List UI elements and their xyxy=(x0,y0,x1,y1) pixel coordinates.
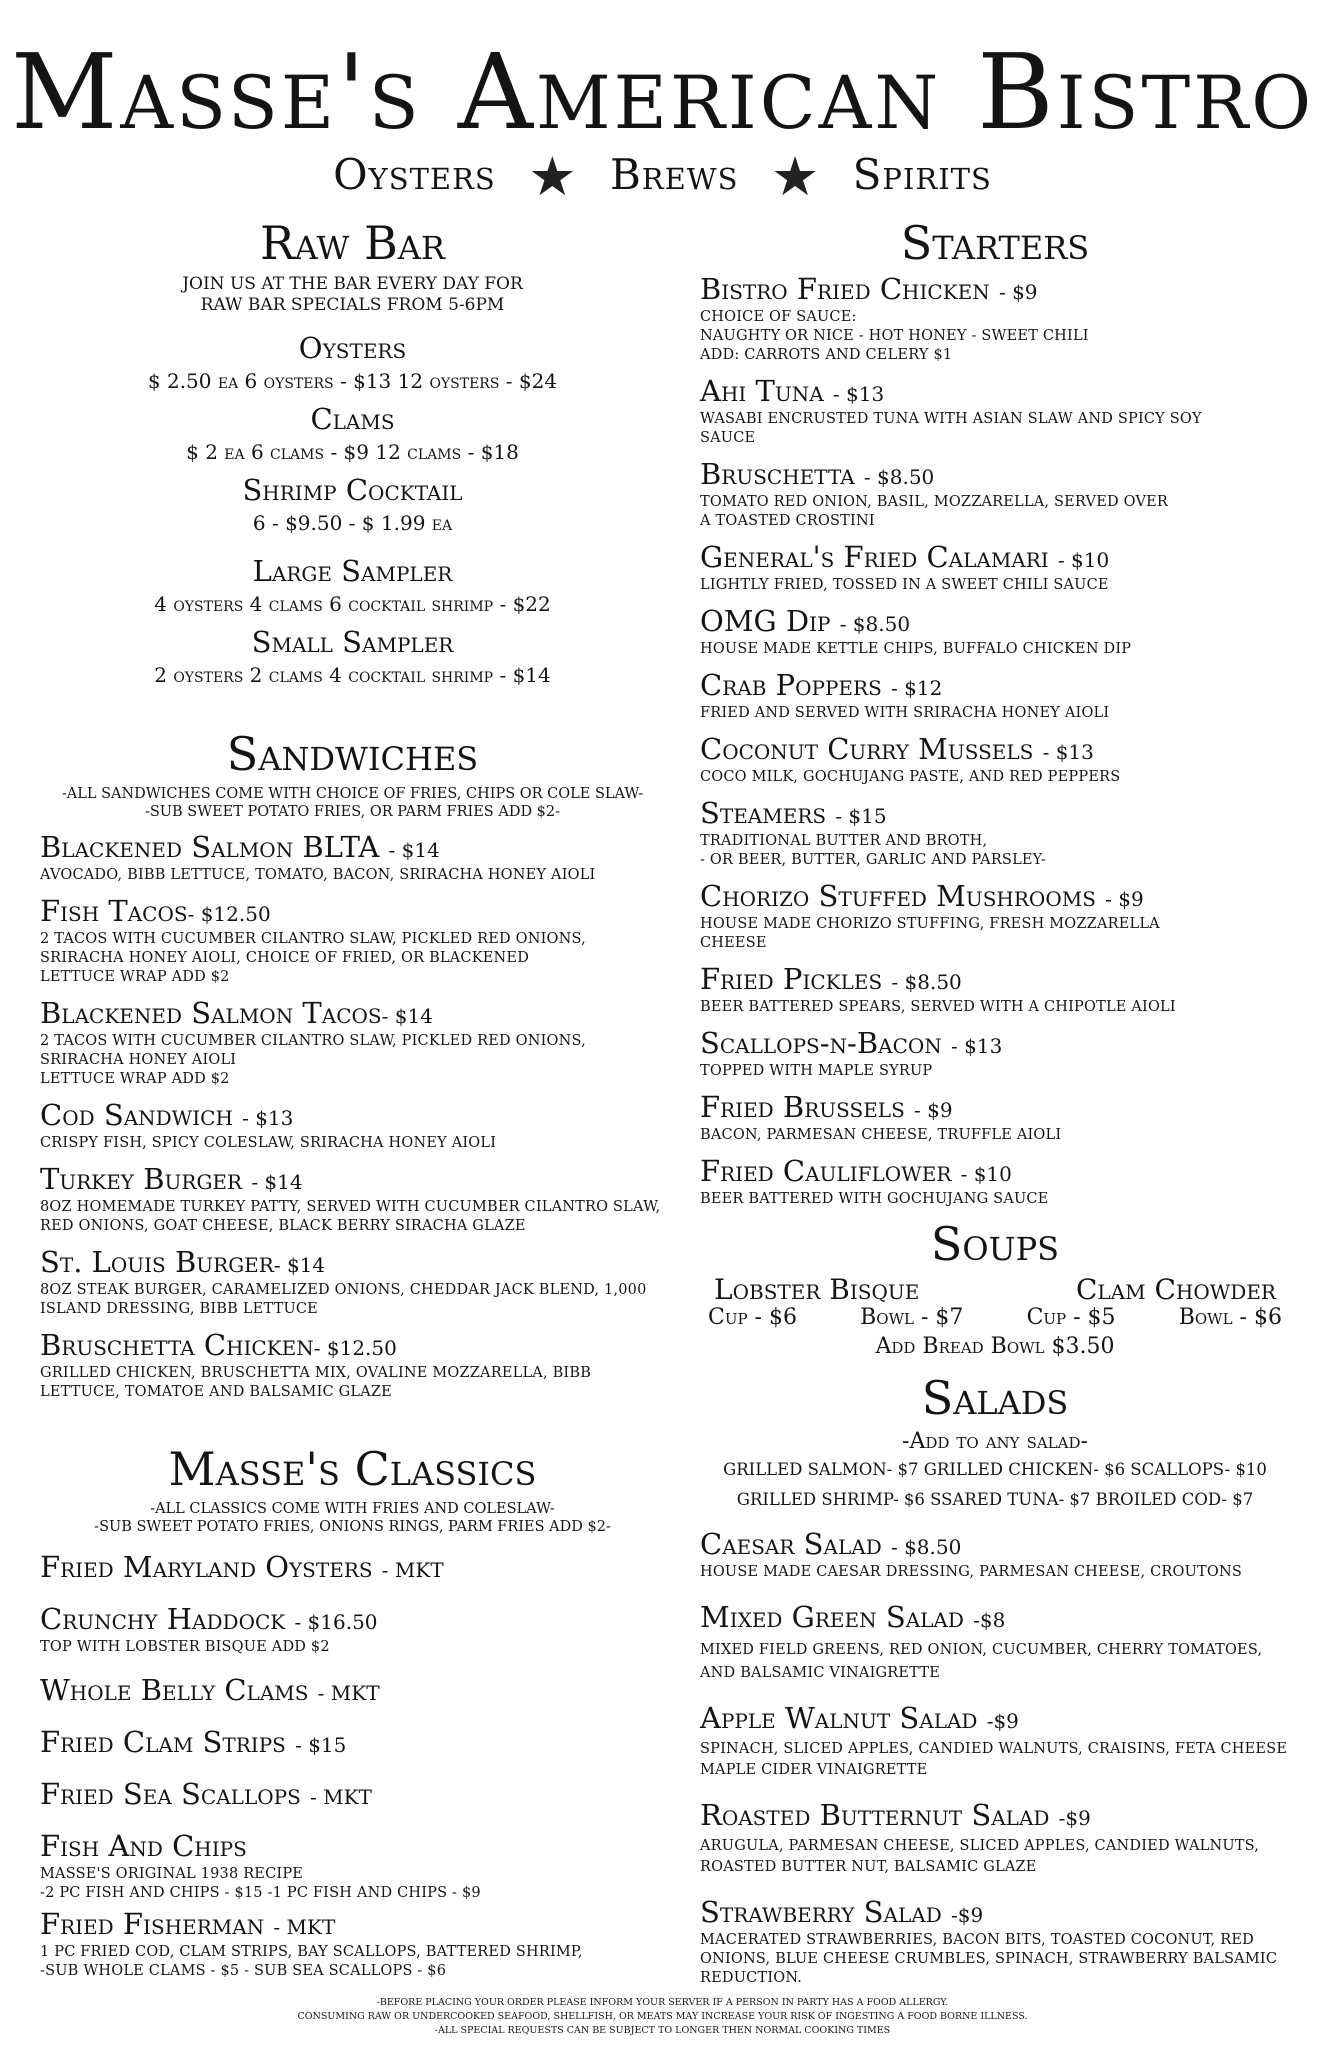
item-name: Bruschetta Chicken xyxy=(40,1328,314,1362)
item-name: Turkey Burger xyxy=(40,1162,243,1196)
soup-name: Clam Chowder xyxy=(1075,1273,1276,1306)
item-name: Fried Cauliflower xyxy=(700,1154,952,1188)
raw-bar-item-name: Clams xyxy=(310,402,395,436)
item-price: - $12 xyxy=(891,676,943,700)
item-description: BEER BATTERED WITH GOCHUJANG SAUCE xyxy=(700,1191,1049,1207)
menu-item xyxy=(700,542,1290,595)
item-name: Bistro Fried Chicken xyxy=(700,272,990,306)
salad-addons-line: GRILLED SALMON- $7 GRILLED CHICKEN- $6 SCALLOPS- $10 xyxy=(723,1460,1267,1479)
menu-item xyxy=(700,459,1290,531)
item-description: 8OZ STEAK BURGER, CARAMELIZED ONIONS, CHEDDAR JACK BLEND, 1,000 xyxy=(40,1282,647,1298)
item-name: Fried Brussels xyxy=(700,1090,905,1124)
item-price: - $9 xyxy=(998,280,1038,304)
item-name: Blackened Salmon Tacos xyxy=(40,996,382,1030)
disclaimer-line: -BEFORE PLACING YOUR ORDER PLEASE INFORM YOUR SERVER IF A PERSON IN PARTY HAS A FOOD ALLERGY. xyxy=(376,1997,949,2008)
item-description: SPINACH, SLICED APPLES, CANDIED WALNUTS, CRAISINS, FETA CHEESE xyxy=(700,1741,1288,1757)
item-description: - OR BEER, BUTTER, GARLIC AND PARSLEY- xyxy=(700,852,1046,868)
sandwiches-heading: Sandwiches xyxy=(226,727,479,781)
item-name: Cod Sandwich xyxy=(40,1098,233,1132)
item-description: ONIONS, BLUE CHEESE CRUMBLES, SPINACH, STRAWBERRY BALSAMIC xyxy=(700,1951,1278,1967)
item-name: Coconut Curry Mussels xyxy=(700,732,1034,766)
raw-bar-item-price: 2 oysters 2 clams 4 cocktail shrimp - $14 xyxy=(154,663,551,687)
item-price: - $14 xyxy=(251,1170,303,1194)
menu-item xyxy=(40,998,665,1089)
item-price: -$9 xyxy=(1058,1806,1091,1830)
menu-item xyxy=(700,274,1290,365)
item-price: - $14 xyxy=(381,1004,433,1028)
menu-item xyxy=(40,1330,665,1402)
menu-item xyxy=(700,1703,1290,1780)
item-description: WASABI ENCRUSTED TUNA WITH ASIAN SLAW AND SPICY SOY xyxy=(700,411,1202,427)
soup-name: Lobster Bisque xyxy=(714,1273,920,1306)
menu-item xyxy=(40,1779,665,1813)
salad-addons-heading: -Add to any salad- xyxy=(902,1429,1088,1454)
soup-price: Bowl - $6 xyxy=(1178,1305,1282,1330)
classics-note-line: -SUB SWEET POTATO FRIES, ONIONS RINGS, PARM FRIES ADD $2- xyxy=(94,1519,611,1535)
item-name: Fried Sea Scallops xyxy=(40,1777,301,1811)
raw-bar-item-name: Large Sampler xyxy=(252,554,453,588)
item-price: - $15 xyxy=(295,1733,347,1757)
star-icon: ★ xyxy=(770,145,821,208)
item-price: - $9 xyxy=(1105,887,1144,911)
menu-item xyxy=(40,1552,665,1586)
menu-item xyxy=(700,1602,1290,1683)
salad-addons-line: GRILLED SHRIMP- $6 SSARED TUNA- $7 BROILED COD- $7 xyxy=(736,1490,1254,1509)
salads-section xyxy=(700,1371,1290,1988)
raw-bar-item-name: Shrimp Cocktail xyxy=(242,473,463,507)
soups-section xyxy=(700,1217,1290,1361)
item-name: Roasted Butternut Salad xyxy=(700,1798,1050,1832)
menu-item xyxy=(700,881,1290,953)
item-name: Whole Belly Clams xyxy=(40,1673,309,1707)
item-name: General's Fried Calamari xyxy=(700,540,1049,574)
item-price: - MKT xyxy=(317,1681,380,1705)
classics-note-line: -ALL CLASSICS COME WITH FRIES AND COLESLAW- xyxy=(150,1501,555,1517)
raw-bar-item-price: $ 2.50 ea 6 oysters - $13 12 oysters - $24 xyxy=(147,369,558,393)
disclaimer-line: CONSUMING RAW OR UNDERCOOKED SEAFOOD, SHELLFISH, OR MEATS MAY INCREASE YOUR RISK OF INGESTING A FOOD BORNE ILLNESS. xyxy=(297,2011,1028,2022)
item-price: -$9 xyxy=(950,1903,984,1927)
starters-section xyxy=(700,216,1290,1209)
item-description: CRISPY FISH, SPICY COLESLAW, SRIRACHA HONEY AIOLI xyxy=(40,1135,497,1151)
sandwiches-note-line: -SUB SWEET POTATO FRIES, OR PARM FRIES ADD $2- xyxy=(144,804,561,820)
item-price: - $8.50 xyxy=(891,970,962,994)
item-name: Fish And Chips xyxy=(40,1829,247,1863)
raw-bar-note-line: RAW BAR SPECIALS FROM 5-6PM xyxy=(200,295,505,315)
raw-bar-item-name: Small Sampler xyxy=(251,625,454,659)
item-description: REDUCTION. xyxy=(700,1970,803,1986)
item-description: MAPLE CIDER VINAIGRETTE xyxy=(700,1762,928,1778)
item-price: - $10 xyxy=(960,1162,1012,1186)
menu-item xyxy=(700,734,1290,787)
menu-item xyxy=(40,1909,665,1981)
tagline xyxy=(0,145,1325,208)
soup-price: Cup - $6 xyxy=(708,1305,797,1330)
soups-heading: Soups xyxy=(930,1217,1060,1271)
item-name: St. Louis Burger xyxy=(40,1245,274,1279)
menu-item xyxy=(40,832,665,885)
item-price: - MKT xyxy=(273,1915,336,1939)
item-price: - $12.50 xyxy=(313,1336,397,1360)
item-name: Crunchy Haddock xyxy=(40,1602,286,1636)
menu-item xyxy=(700,1092,1290,1145)
item-description: HOUSE MADE KETTLE CHIPS, BUFFALO CHICKEN DIP xyxy=(700,641,1132,657)
item-description: MASSE'S ORIGINAL 1938 RECIPE xyxy=(40,1866,304,1882)
bread-bowl-addon: Add Bread Bowl $3.50 xyxy=(875,1334,1115,1359)
restaurant-title: Masse's American Bistro xyxy=(10,31,1315,153)
item-name: Ahi Tuna xyxy=(700,374,824,408)
item-name: Caesar Salad xyxy=(700,1527,882,1561)
raw-bar-section xyxy=(40,216,665,687)
item-name: Steamers xyxy=(700,796,827,830)
item-price: - $16.50 xyxy=(294,1610,378,1634)
item-price: - $8.50 xyxy=(863,465,935,489)
salads-heading: Salads xyxy=(921,1371,1069,1425)
menu-item xyxy=(40,1100,665,1153)
item-description: MACERATED STRAWBERRIES, BACON BITS, TOASTED COCONUT, RED xyxy=(700,1932,1254,1948)
item-description: TRADITIONAL BUTTER AND BROTH, xyxy=(700,833,988,849)
item-price: - MKT xyxy=(381,1558,444,1582)
item-description: CHEESE xyxy=(700,935,767,951)
item-description: COCO MILK, GOCHUJANG PASTE, AND RED PEPPERS xyxy=(700,769,1121,785)
item-name: Blackened Salmon BLTA xyxy=(40,830,380,864)
item-price: - $12.50 xyxy=(187,902,271,926)
item-description: LIGHTLY FRIED, TOSSED IN A SWEET CHILI SAUCE xyxy=(700,577,1109,593)
item-name: Apple Walnut Salad xyxy=(700,1701,978,1735)
item-description: 1 PC FRIED COD, CLAM STRIPS, BAY SCALLOPS, BATTERED SHRIMP, xyxy=(40,1944,583,1960)
tagline-brews: Brews xyxy=(609,150,739,199)
menu-item xyxy=(700,670,1290,723)
item-price: - $8.50 xyxy=(839,612,911,636)
item-name: Fish Tacos xyxy=(40,894,188,928)
left-column xyxy=(40,216,665,1981)
item-description: HOUSE MADE CAESAR DRESSING, PARMESAN CHEESE, CROUTONS xyxy=(700,1564,1243,1580)
item-description: TOMATO RED ONION, BASIL, MOZZARELLA, SERVED OVER xyxy=(700,494,1169,510)
item-description: SRIRACHA HONEY AIOLI xyxy=(40,1052,237,1068)
item-description: LETTUCE, TOMATOE AND BALSAMIC GLAZE xyxy=(40,1384,392,1400)
raw-bar-heading: Raw Bar xyxy=(260,216,445,270)
menu-item xyxy=(700,606,1290,659)
item-name: OMG Dip xyxy=(700,604,831,638)
sandwiches-section xyxy=(40,727,665,1402)
menu-item xyxy=(700,376,1290,448)
item-price: - $13 xyxy=(832,382,885,406)
item-description: 8OZ HOMEMADE TURKEY PATTY, SERVED WITH CUCUMBER CILANTRO SLAW, xyxy=(40,1199,661,1215)
soup-price: Bowl - $7 xyxy=(860,1305,964,1330)
item-description: ISLAND DRESSING, BIBB LETTUCE xyxy=(40,1301,318,1317)
item-description: BEER BATTERED SPEARS, SERVED WITH A CHIPOTLE AIOLI xyxy=(700,999,1176,1015)
menu-item xyxy=(40,1247,665,1319)
menu-item xyxy=(700,1529,1290,1582)
item-description: 2 TACOS WITH CUCUMBER CILANTRO SLAW, PICKLED RED ONIONS, xyxy=(40,1033,586,1049)
sandwiches-note-line: -ALL SANDWICHES COME WITH CHOICE OF FRIES, CHIPS OR COLE SLAW- xyxy=(61,786,644,802)
raw-bar-item-name: Oysters xyxy=(298,331,407,365)
menu-item xyxy=(40,1675,665,1709)
item-description: FRIED AND SERVED WITH SRIRACHA HONEY AIOLI xyxy=(700,705,1110,721)
item-price: - MKT xyxy=(310,1785,372,1809)
item-name: Fried Fisherman xyxy=(40,1907,265,1941)
right-column xyxy=(700,216,1290,1988)
menu-item xyxy=(700,798,1290,870)
item-description: ROASTED BUTTER NUT, BALSAMIC GLAZE xyxy=(700,1859,1037,1875)
star-icon: ★ xyxy=(528,145,578,208)
item-description: NAUGHTY OR NICE - HOT HONEY - SWEET CHILI xyxy=(700,328,1089,344)
raw-bar-note-line: JOIN US AT THE BAR EVERY DAY FOR xyxy=(182,274,523,294)
item-description: RED ONIONS, GOAT CHEESE, BLACK BERRY SIRACHA GLAZE xyxy=(40,1218,526,1234)
tagline-oysters: Oysters xyxy=(333,150,496,199)
menu-item xyxy=(40,1727,665,1761)
item-name: Fried Clam Strips xyxy=(40,1725,286,1759)
item-description: SRIRACHA HONEY AIOLI, CHOICE OF FRIED, OR BLACKENED xyxy=(40,950,530,966)
item-description: GRILLED CHICKEN, BRUSCHETTA MIX, OVALINE MOZZARELLA, BIBB xyxy=(40,1365,592,1381)
item-description: LETTUCE WRAP ADD $2 xyxy=(40,969,230,985)
item-name: Mixed Green Salad xyxy=(700,1600,964,1634)
item-price: - $15 xyxy=(835,804,887,828)
item-description: TOP WITH LOBSTER BISQUE ADD $2 xyxy=(40,1639,330,1655)
raw-bar-item-price: 4 oysters 4 clams 6 cocktail shrimp - $22 xyxy=(154,592,551,616)
item-name: Fried Maryland Oysters xyxy=(40,1550,373,1584)
menu-item xyxy=(700,964,1290,1017)
menu-item xyxy=(700,1800,1290,1877)
tagline-spirits: Spirits xyxy=(852,150,992,199)
item-price: - $8.50 xyxy=(890,1535,962,1559)
item-price: - $14 xyxy=(273,1253,326,1277)
item-description: TOPPED WITH MAPLE SYRUP xyxy=(700,1063,933,1079)
item-price: - $13 xyxy=(1042,740,1094,764)
item-description: HOUSE MADE CHORIZO STUFFING, FRESH MOZZARELLA xyxy=(700,916,1160,932)
menu-item xyxy=(700,1156,1290,1209)
item-description: AND BALSAMIC VINAIGRETTE xyxy=(700,1665,941,1681)
raw-bar-item-price: 6 - $9.50 - $ 1.99 ea xyxy=(252,511,453,535)
item-description: MIXED FIELD GREENS, RED ONION, CUCUMBER, CHERRY TOMATOES, xyxy=(700,1642,1263,1658)
item-name: Strawberry Salad xyxy=(700,1895,942,1929)
item-description: -SUB WHOLE CLAMS - $5 - SUB SEA SCALLOPS - $6 xyxy=(40,1963,447,1979)
item-description: SAUCE xyxy=(700,430,756,446)
menu-item xyxy=(40,1604,665,1657)
item-name: Chorizo Stuffed Mushrooms xyxy=(700,879,1096,913)
item-price: - $13 xyxy=(242,1106,294,1130)
item-price: -$9 xyxy=(986,1709,1019,1733)
item-description: CHOICE OF SAUCE: xyxy=(700,309,857,325)
item-name: Bruschetta xyxy=(700,457,855,491)
item-description: -2 PC FISH AND CHIPS - $15 -1 PC FISH AND CHIPS - $9 xyxy=(40,1885,481,1901)
item-price: -$8 xyxy=(973,1608,1006,1632)
item-description: ARUGULA, PARMESAN CHEESE, SLICED APPLES, CANDIED WALNUTS, xyxy=(700,1838,1260,1854)
item-description: 2 TACOS WITH CUCUMBER CILANTRO SLAW, PICKLED RED ONIONS, xyxy=(40,931,586,947)
item-description: BACON, PARMESAN CHEESE, TRUFFLE AIOLI xyxy=(700,1127,1062,1143)
item-description: LETTUCE WRAP ADD $2 xyxy=(40,1071,230,1087)
item-price: - $9 xyxy=(914,1098,953,1122)
raw-bar-item-price: $ 2 ea 6 clams - $9 12 clams - $18 xyxy=(186,440,519,464)
item-description: A TOASTED CROSTINI xyxy=(700,513,875,529)
item-name: Fried Pickles xyxy=(700,962,883,996)
item-description: AVOCADO, BIBB LETTUCE, TOMATO, BACON, SRIRACHA HONEY AIOLI xyxy=(40,867,596,883)
item-price: - $13 xyxy=(951,1034,1003,1058)
classics-section xyxy=(40,1442,665,1981)
menu-item xyxy=(40,896,665,987)
menu-item xyxy=(40,1164,665,1236)
item-description: ADD: CARROTS AND CELERY $1 xyxy=(700,347,953,363)
item-name: Scallops-n-Bacon xyxy=(700,1026,942,1060)
disclaimer-line: -ALL SPECIAL REQUESTS CAN BE SUBJECT TO LONGER THEN NORMAL COOKING TIMES xyxy=(434,2025,891,2036)
menu-item xyxy=(40,1831,665,1903)
menu-item xyxy=(700,1897,1290,1988)
item-price: - $10 xyxy=(1057,548,1110,572)
classics-heading: Masse's Classics xyxy=(168,1442,537,1496)
starters-heading: Starters xyxy=(900,216,1090,270)
menu-item xyxy=(700,1028,1290,1081)
soup-price: Cup - $5 xyxy=(1026,1305,1116,1330)
item-price: - $14 xyxy=(388,838,440,862)
item-name: Crab Poppers xyxy=(700,668,882,702)
allergy-disclaimer xyxy=(0,1996,1325,2038)
